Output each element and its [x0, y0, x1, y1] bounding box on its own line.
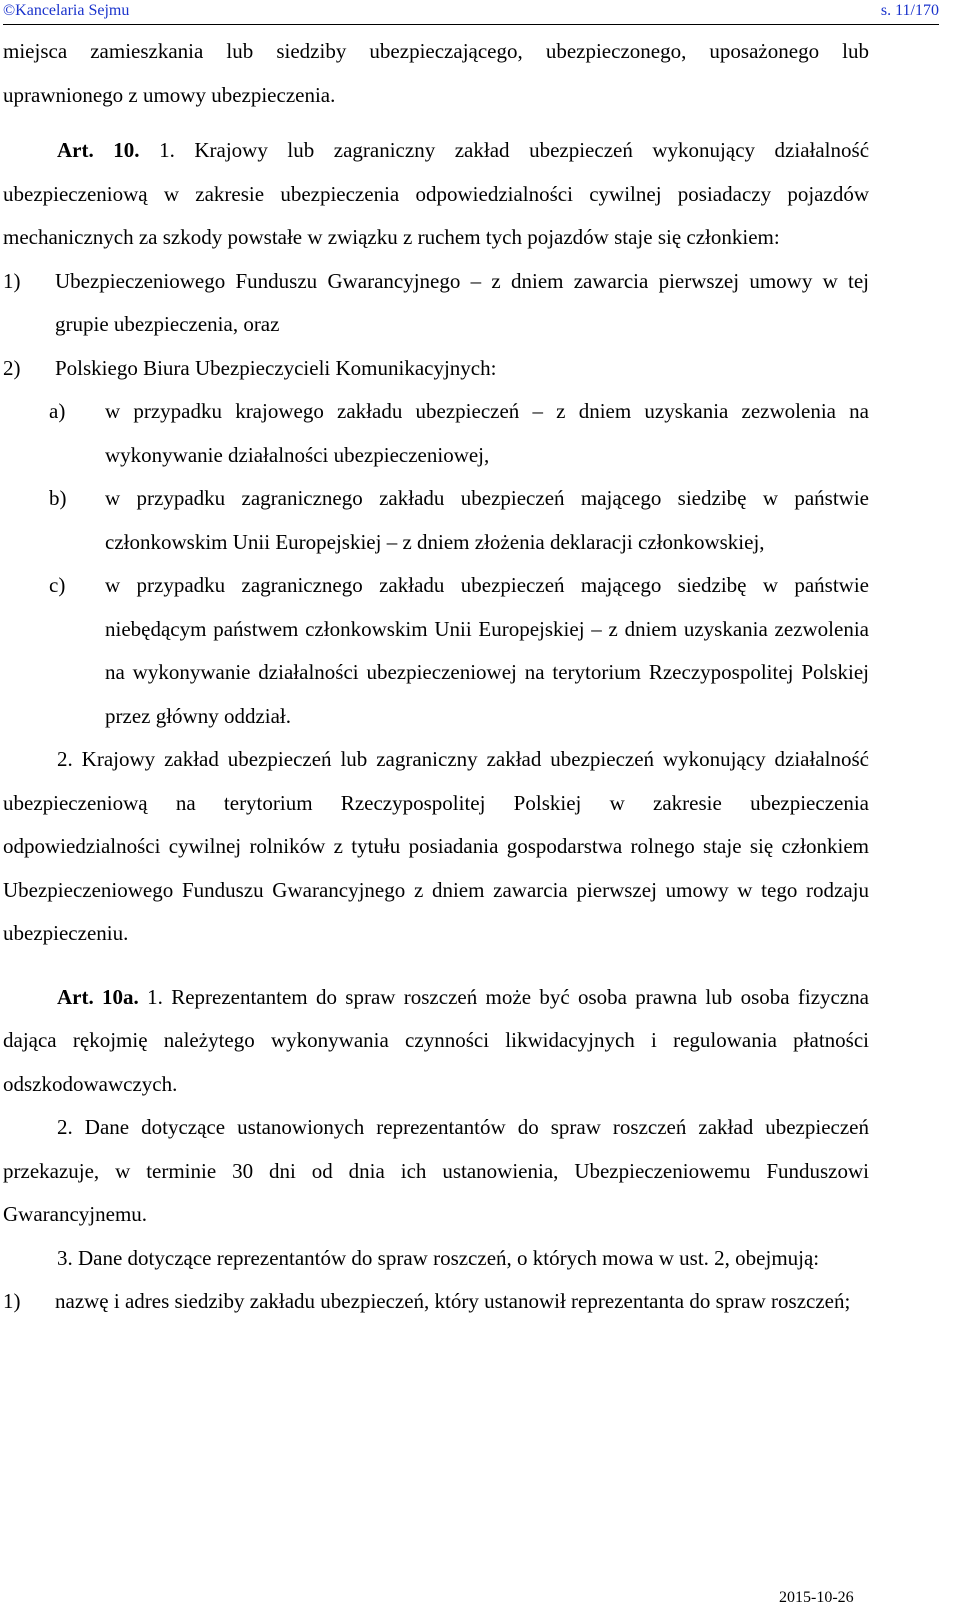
sub-list-item	[3, 477, 869, 564]
art10-para1-text: 1. Krajowy lub zagraniczny zakład ubezpieczeń wykonujący działalność ubezpieczeniową w zakresie ubezpieczenia odpowiedzialności cywilnej posiadaczy pojazdów mechanicznych za szkody powstałe w związku z ruchem tych pojazdów staje się członkiem:	[3, 138, 870, 249]
list-item-label: 1)	[3, 1289, 21, 1313]
page-number: s. 11/170	[880, 2, 939, 19]
art10a-para1-text: 1. Reprezentantem do spraw roszczeń może być osoba prawna lub osoba fizyczna dająca rękojmię należytego wykonywania czynności likwidacyjnych i regulowania płatności odszkodowawczych.	[3, 984, 870, 1096]
list-item-label: 2)	[3, 355, 21, 380]
art10-para2: 2. Krajowy zakład ubezpieczeń lub zagraniczny zakład ubezpieczeń wykonujący działalność ubezpieczeniową na terytorium Rzeczypospolitej Polskiej w zakresie ubezpieczenia odpowiedzialności cywilnej rolników z tytułu posiadania gospodarstwa rolnego staje się członkiem Ubezpieczeniowego Funduszu Gwarancyjnego z dniem zawarcia pierwszej umowy w tego rodzaju ubezpieczeniu.	[3, 747, 869, 945]
sub-list-item-text: w przypadku zagranicznego zakładu ubezpieczeń mającego siedzibę w państwie członkowskim Unii Europejskiej – z dniem złożenia deklaracji członkowskiej,	[105, 486, 869, 554]
document-body	[3, 30, 869, 1324]
art10a-para2: 2. Dane dotyczące ustanowionych reprezentantów do spraw roszczeń zakład ubezpieczeń przekazuje, w terminie 30 dni od dnia ich ustanowienia, Ubezpieczeniowemu Funduszowi Gwarancyjnemu.	[3, 1115, 869, 1226]
art10-para1	[3, 129, 869, 260]
sub-list-item-label: b)	[49, 486, 67, 510]
sub-list-item-label: a)	[49, 399, 66, 423]
art10-heading: Art. 10.	[57, 138, 140, 162]
page-header	[3, 0, 939, 25]
sub-list-item-text: w przypadku zagranicznego zakładu ubezpieczeń mającego siedzibę w państwie niebędącym państwem członkowskim Unii Europejskiej – z dniem uzyskania zezwolenia na wykonywanie działalności ubezpieczeniowej na terytorium Rzeczypospolitej Polskiej przez główny oddział.	[105, 573, 869, 728]
list-item	[3, 260, 869, 347]
art10a-para1	[3, 976, 869, 1107]
list-item-text: nazwę i adres siedziby zakładu ubezpieczeń, który ustanowił reprezentanta do spraw roszczeń;	[55, 1289, 851, 1313]
list-item-text: Polskiego Biura Ubezpieczycieli Komunikacyjnych:	[55, 355, 497, 380]
footer-date: 2015-10-26	[779, 1589, 854, 1606]
art10a-heading: Art. 10a.	[57, 984, 139, 1009]
sub-list-item	[3, 564, 869, 738]
list-item	[3, 1280, 869, 1324]
list-item	[3, 347, 869, 391]
sub-list-item-label: c)	[49, 573, 66, 597]
copyright-label: ©Kancelaria Sejmu	[3, 2, 130, 19]
continuation-paragraph: miejsca zamieszkania lub siedziby ubezpieczającego, ubezpieczonego, uposażonego lub uprawnionego z umowy ubezpieczenia.	[3, 39, 869, 107]
list-item-text: Ubezpieczeniowego Funduszu Gwarancyjnego – z dniem zawarcia pierwszej umowy w tej grupie ubezpieczenia, oraz	[55, 268, 869, 336]
sub-list-item-text: w przypadku krajowego zakładu ubezpieczeń – z dniem uzyskania zezwolenia na wykonywanie działalności ubezpieczeniowej,	[105, 399, 869, 467]
list-item-label: 1)	[3, 268, 21, 293]
sub-list-item	[3, 390, 869, 477]
art10a-para3: 3. Dane dotyczące reprezentantów do spraw roszczeń, o których mowa w ust. 2, obejmują:	[57, 1245, 820, 1270]
